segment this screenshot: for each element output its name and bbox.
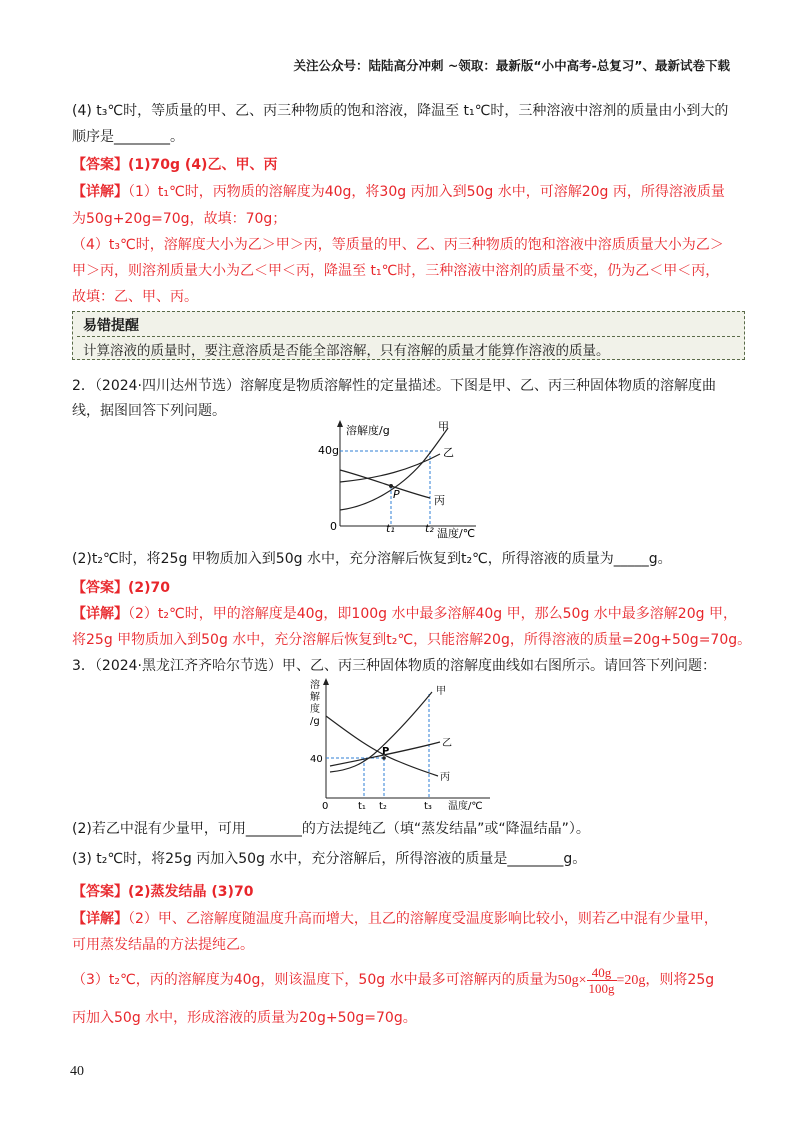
q2-detail-line2: 将25g 甲物质加入到50g 水中，充分溶解后恢复到t₂℃，只能溶解20g，所得溶液的质量=20g+50g=70g。 [72, 632, 752, 648]
q3-line1: 3．（2024·黑龙江齐齐哈尔节选）甲、乙、丙三种固体物质的溶解度曲线如右图所示。请回答下列问题： [72, 658, 716, 674]
q3-question2: (2)若乙中混有少量甲，可用________的方法提纯乙（填“蒸发结晶”或“降温结晶”）。 [72, 821, 590, 837]
answer-1 [72, 155, 277, 175]
y-axis-label: 溶解度/g [346, 424, 390, 437]
solubility-chart-1 [310, 418, 500, 540]
q3-detail-line2: 可用蒸发结晶的方法提纯乙。 [72, 937, 254, 953]
y-axis-label-3: 度 [310, 704, 320, 715]
detail-label: 【详解】 [72, 606, 128, 622]
y-axis-label-2: 解 [310, 692, 320, 703]
formula-right: =20g [616, 973, 646, 988]
answer-label: 【答案】 [72, 884, 128, 900]
tick-t1: t₁ [358, 801, 366, 812]
label-bing: 丙 [440, 772, 450, 783]
q2-answer [72, 578, 170, 598]
answer-text: (2)70 [128, 580, 171, 596]
answer-label: 【答案】 [72, 157, 128, 173]
label-p: P [382, 746, 390, 757]
detail-text-tail: ，则将25g [645, 972, 715, 988]
page-number: 40 [70, 1064, 84, 1079]
y-axis-label-1: 溶 [310, 680, 320, 691]
label-yi: 乙 [442, 738, 452, 749]
x-axis-label: 温度/℃ [437, 527, 476, 540]
q3-detail-line1 [72, 909, 718, 929]
detail-text: （3）t₂℃，丙的溶解度为40g，则该温度下，50g 水中最多可溶解丙的质量为 [72, 972, 558, 988]
tick-t2: t₂ [379, 801, 387, 812]
y-axis-arrow [337, 420, 343, 427]
q2-line1: 2．（2024·四川达州节选）溶解度是物质溶解性的定量描述。下图是甲、乙、丙三种固体物质的溶解度曲 [72, 378, 716, 394]
detail-1-line1 [72, 182, 725, 202]
y-axis-label-4: /g [310, 716, 320, 727]
fraction-numerator: 40g [587, 965, 617, 981]
x-axis-label: 温度/℃ [448, 801, 483, 812]
detail-1-line4: 甲＞丙，则溶剂质量大小为乙＜甲＜丙，降温至 t₁℃时，三种溶液中溶剂的质量不变，仍为乙＜甲＜丙， [72, 263, 720, 279]
origin-label: 0 [322, 801, 329, 812]
label-jia: 甲 [438, 420, 449, 433]
formula-left: 50g× [557, 973, 587, 988]
label-bing: 丙 [434, 494, 445, 507]
y-axis-arrow [323, 678, 329, 685]
q3-detail-line3 [72, 962, 714, 998]
curve-jia [330, 692, 432, 772]
q4-line1: (4) t₃℃时，等质量的甲、乙、丙三种物质的饱和溶液，降温至 t₁℃时，三种溶液中溶剂的质量由小到大的 [72, 103, 729, 119]
tip-title: 易错提醒 [83, 318, 139, 334]
solubility-chart-2 [300, 676, 500, 814]
q3-answer [72, 882, 253, 902]
detail-text: （2）t₂℃时，甲的溶解度是40g，即100g 水中最多溶解40g 甲，那么50g 水中最多溶解20g 甲， [128, 606, 737, 622]
label-p: P [393, 488, 400, 501]
q2-question: (2)t₂℃时，将25g 甲物质加入到50g 水中，充分溶解后恢复到t₂℃，所得溶液的质量为_____g。 [72, 551, 672, 567]
detail-1-line5: 故填：乙、甲、丙。 [72, 289, 198, 305]
detail-text: （2）甲、乙溶解度随温度升高而增大，且乙的溶解度受温度影响比较小，则若乙中混有少量甲， [128, 911, 718, 927]
q2-line2: 线，据图回答下列问题。 [72, 403, 226, 419]
detail-text: （1）t₁℃时，丙物质的溶解度为40g，将30g 丙加入到50g 水中，可溶解20g 丙，所得溶液质量 [128, 184, 725, 200]
answer-text: (2)蒸发结晶 (3)70 [128, 884, 254, 900]
q4-line2: 顺序是________。 [72, 129, 184, 145]
tip-divider [77, 336, 740, 337]
error-tip-box [72, 311, 745, 360]
q3-question3: (3) t₂℃时，将25g 丙加入50g 水中，充分溶解后，所得溶液的质量是________g。 [72, 851, 587, 867]
tick-t1: t₁ [386, 522, 395, 535]
curve-yi [340, 454, 440, 482]
tick-40: 40 [310, 754, 323, 765]
fraction-denominator: 100g [588, 980, 615, 996]
tick-40g: 40g [318, 444, 339, 457]
q2-detail-line1 [72, 604, 737, 624]
label-yi: 乙 [443, 446, 454, 459]
answer-text: (1)70g (4)乙、甲、丙 [128, 157, 278, 173]
answer-label: 【答案】 [72, 580, 128, 596]
detail-label: 【详解】 [72, 911, 128, 927]
origin-label: 0 [330, 520, 337, 533]
tip-body: 计算溶液的质量时，要注意溶质是否能全部溶解，只有溶解的质量才能算作溶液的质量。 [83, 343, 610, 359]
page-header: 关注公众号：陆陆高分冲刺 ~领取：最新版“小中高考-总复习”、最新试卷下载 [293, 58, 730, 73]
tick-t3: t₃ [424, 801, 432, 812]
tick-t2: t₂ [425, 522, 434, 535]
detail-1-line2: 为50g+20g=70g，故填：70g； [72, 211, 287, 227]
q3-detail-line4: 丙加入50g 水中，形成溶液的质量为20g+50g=70g。 [72, 1010, 417, 1026]
detail-1-line3: （4）t₃℃时，溶解度大小为乙＞甲＞丙，等质量的甲、乙、丙三种物质的饱和溶液中溶质质量大小为乙＞ [72, 237, 724, 253]
label-jia: 甲 [436, 686, 446, 697]
detail-label: 【详解】 [72, 184, 128, 200]
fraction [587, 965, 617, 996]
